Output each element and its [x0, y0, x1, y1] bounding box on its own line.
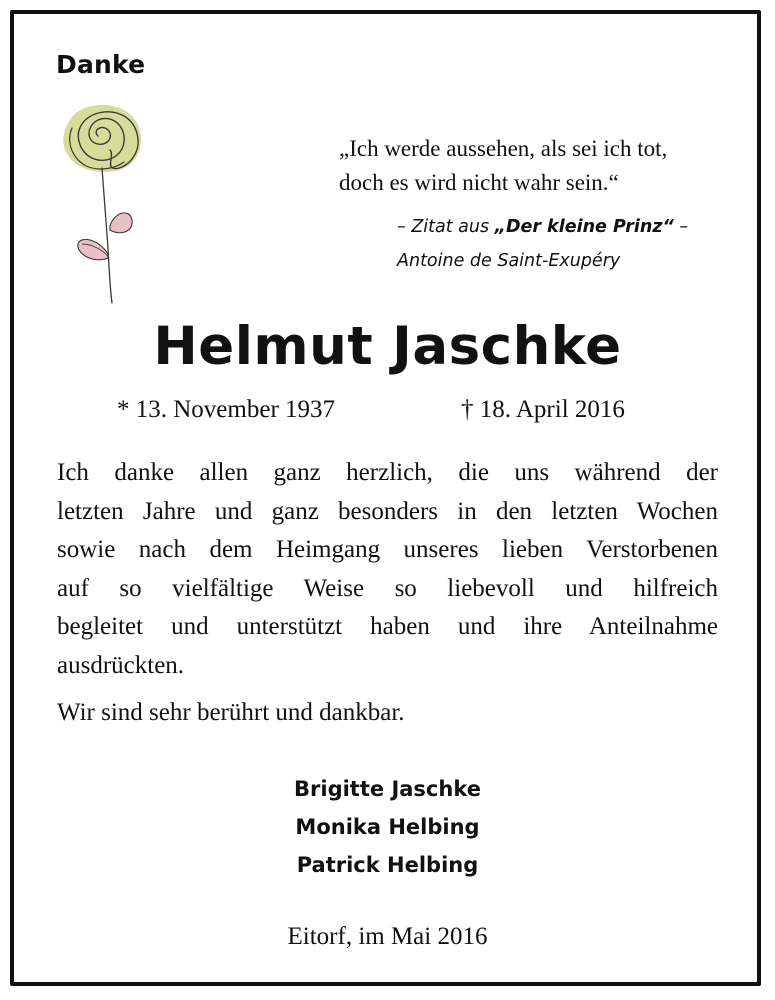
signers-list: [0, 770, 775, 884]
signer-name: Brigitte Jaschke: [294, 777, 481, 801]
rose-illustration-icon: [52, 98, 162, 308]
signer-name: Monika Helbing: [295, 815, 480, 839]
quote-line: doch es wird nicht wahr sein.“: [339, 170, 619, 195]
death-date: † 18. April 2016: [461, 396, 625, 423]
quote-author: Antoine de Saint-Exupéry: [397, 251, 621, 271]
birth-date: * 13. November 1937: [117, 396, 336, 423]
message-line: sowie nach dem Heimgang unseres lieben Verstorbenen: [57, 536, 718, 563]
message-line: ausdrückten.: [57, 651, 185, 679]
message-line: auf so vielfältige Weise so liebevoll und hilfreich: [57, 574, 718, 602]
message-line: begleitet und unterstützt haben und ihre Anteilnahme: [57, 613, 718, 640]
quote-attribution: [397, 210, 737, 278]
closing-sentence: Wir sind sehr berührt und dankbar.: [57, 699, 405, 726]
quote-source-title: „Der kleine Prinz“: [494, 217, 674, 237]
quote-text: [339, 132, 739, 200]
place-and-date: Eitorf, im Mai 2016: [287, 923, 488, 950]
quote-line: „Ich werde aussehen, als sei ich tot,: [339, 136, 668, 161]
signer-name: Patrick Helbing: [296, 853, 479, 877]
quote-source: [397, 210, 737, 244]
quote-source-prefix: – Zitat aus: [397, 217, 495, 237]
thank-you-message: [57, 454, 718, 685]
quote-source-suffix: –: [673, 217, 689, 237]
message-line: Ich danke allen ganz herzlich, die uns während der: [57, 459, 718, 486]
notice-heading: Danke: [56, 50, 146, 79]
deceased-name: Helmut Jaschke: [153, 316, 622, 377]
message-line: letzten Jahre und ganz besonders in den letzten Wochen: [57, 497, 718, 525]
